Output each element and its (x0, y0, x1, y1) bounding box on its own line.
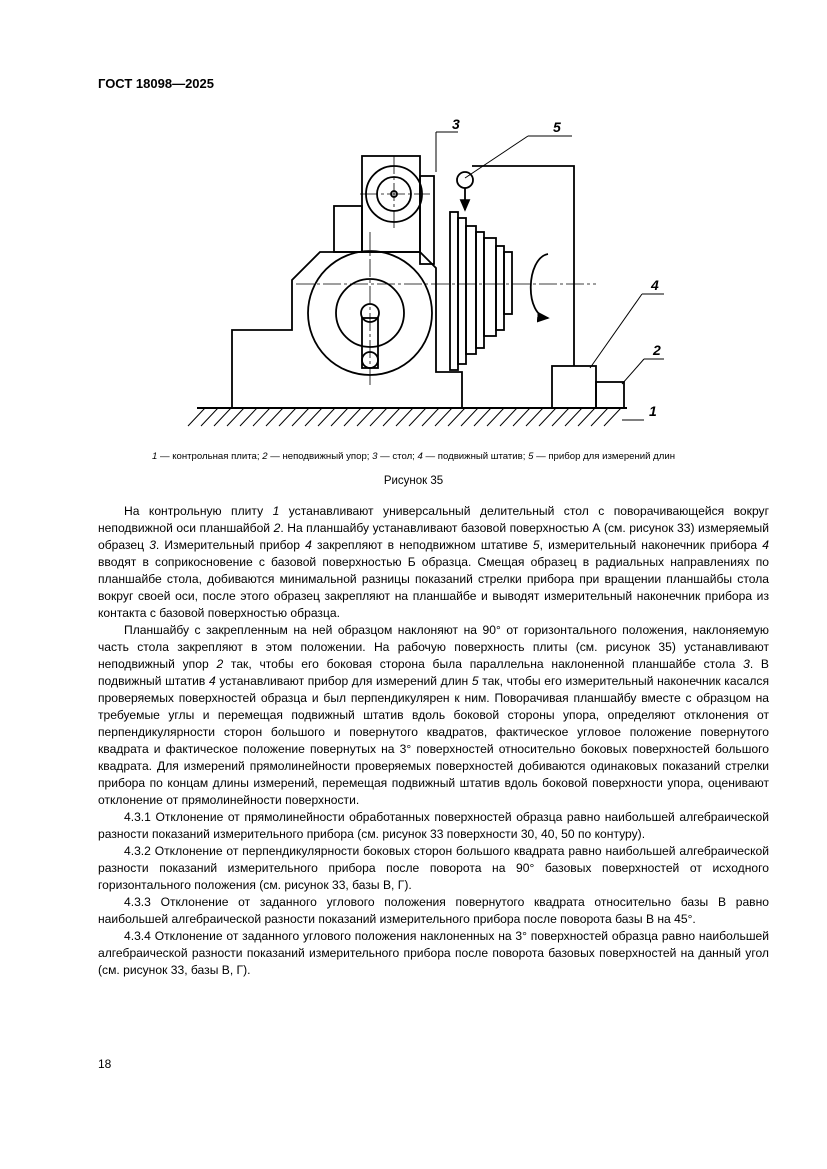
fixed-stop (596, 382, 624, 408)
paragraph: Планшайбу с закрепленным на ней образцом наклоняют на 90° от горизонтального положения, наклоняемую часть стола закрепляют в этом положении. На рабочую поверхность плиты (см. рисунок 35) устанавливают неподвижный упор 2 так, чтобы его боковая сторона была параллельна наклоненной планшайбе стола 3. В подвижный штатив 4 устанавливают прибор для измерений длин 5 так, чтобы его измерительный наконечник касался проверяемых поверхностей образца и был перпендикулярен к ним. Поворачивая планшайбу вместе с образцом на требуемые углы и перемещая подвижный штатив вдоль боковой стороны упора, определяют отклонения от перпендикулярности сторон большого и повернутого квадратов, фактическое угловое положение повернутого квадрата и фактическое положение повернутых на 3° поверхностей относительно боковых поверхностей большого квадрата. Для измерений прямолинейности проверяемых поверхностей добиваются одинаковых показаний стрелки прибора по концам длины измерений, перемещая подвижный штатив вдоль боковой поверхности упора, оценивают отклонение от прямолинейности поверхности. (98, 623, 770, 807)
legend-item: 1 — контрольная плита; (151, 451, 263, 462)
callout-4: 4 (651, 277, 659, 293)
body-text (98, 503, 769, 979)
paragraph: 4.3.4 Отклонение от заданного углового положения наклоненных на 3° поверхностей образца равно наибольшей алгебраической разности показаний измерительного прибора после поворота базовых поверхностей на данный угол (см. рисунок 33, базы В, Г). (98, 929, 769, 977)
paragraph: 4.3.1 Отклонение от прямолинейности обработанных поверхностей образца равно наибольшей алгебраической разности показаний измерительного прибора (см. рисунок 33 поверхности 30, 40, 50 по контуру). (98, 810, 769, 841)
paragraph: На контрольную плиту 1 устанавливают универсальный делительный стол с поворачивающейся вокруг неподвижной оси планшайбой 2. На планшайбу устанавливают базовой поверхностью А (см. рисунок 33) измеряемый образец 3. Измерительный прибор 4 закрепляют в неподвижном штативе 5, измерительный наконечник прибора 4 вводят в соприкосновение с базовой поверхностью Б образца. Смещая образец в радиальных направлениях по планшайбе стола, добиваются минимальной разницы показаний стрелки прибора при вращении планшайбы стола вокруг своей оси, после этого образец закрепляют на планшайбе и выводят измерительный наконечник прибора из контакта с базовой поверхностью образца. (98, 504, 770, 620)
callout-5: 5 (553, 119, 561, 135)
legend-item: 4 — подвижный штатив; (417, 451, 529, 462)
table-body (232, 252, 462, 408)
plate-hatching (188, 408, 621, 426)
callout-1: 1 (649, 403, 657, 419)
callout-2: 2 (653, 342, 661, 358)
figure-caption: Рисунок 35 (383, 475, 444, 487)
figure-legend (0, 451, 827, 462)
legend-item: 5 — прибор для измерений длин (528, 451, 676, 462)
document-header: ГОСТ 18098—2025 (98, 76, 214, 91)
figure-35-drawing (0, 0, 827, 450)
paragraph: 4.3.2 Отклонение от перпендикулярности боковых сторон большого квадрата равно наибольшей алгебраической разности показаний измерительного прибора после поворота на 90° базовых поверхностей от исходного горизонтального положения (см. рисунок 33, базы В, Г). (98, 844, 769, 892)
callout-3: 3 (452, 116, 460, 132)
legend-item: 3 — стол; (372, 451, 418, 462)
paragraph: 4.3.3 Отклонение от заданного углового положения повернутого квадрата относительно базы В равно наибольшей алгебраической разности показаний измерительного прибора после поворота базы В на 45°. (98, 895, 769, 926)
page-number: 18 (98, 1057, 112, 1071)
legend-item: 2 — неподвижный упор; (262, 451, 373, 462)
